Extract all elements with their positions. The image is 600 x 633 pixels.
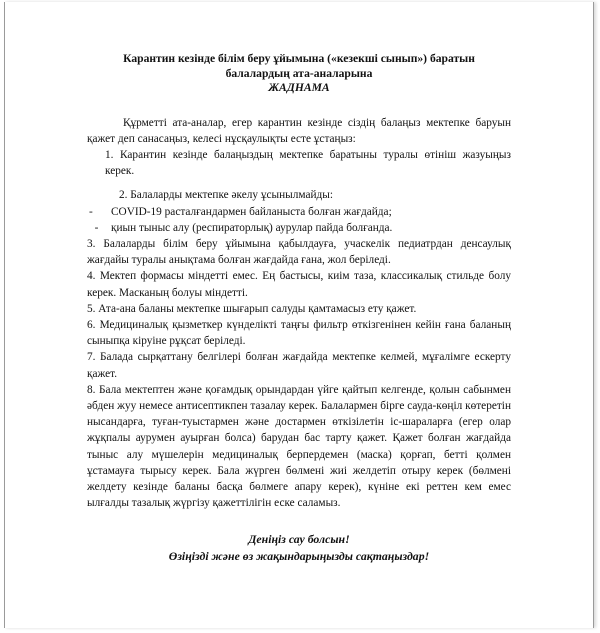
title-memo: ЖАДНАМА [268,81,330,94]
list-item-1: 1. Карантин кезінде балаңыздың мектепке баратыны туралы өтініш жазуыңыз керек. [105,148,511,178]
document-page [87,52,511,565]
list-item-7: 7. Балада сырқаттану белгілері болған жағдайда мектепке келмей, мұғалімге ескерту қажет. [87,351,511,380]
list-item-2: 2. Балаларды мектепке әкелу ұсынылмайды: [119,189,333,202]
closing-line-2: Өзіңізді және өз жақындарыңызды сақтаңыздар! [168,549,430,564]
list-dash-1: - COVID-19 расталғандармен байланыста болған жағдайда; [89,205,392,218]
list-item-5: 5. Ата-ана баланы мектепке шығарып салуды қамтамасыз ету қажет. [87,302,417,315]
intro-paragraph: Құрметті ата-аналар, егер карантин кезінде сіздің балаңыз мектепке баруын қажет деп санасаңыз, келесі нұсқаулықты есте ұстаңыз: [87,116,511,145]
list-item-8: 8. Бала мектептен және қоғамдық орындардан үйге қайтып келгенде, қолын сабынмен әбден жуу немесе антисептикпен тазалау керек. Балалармен бірге сауда-көңіл көтеретін нысандарға, туған-туыстармен және достармен өткізілетін іс-шараларға (егер олар жұқпалы аурумен ауырған болса) барудан бас тарту қажет. Қажет болған жағдайда тыныс алу мүшелерін медициналық берпердемен (маска) қорғап, бетті қолмен ұстамауға тырысу керек. Бала жүрген бөлмені жиі желдетіп отыру керек (бөлмені желдету кезінде баланы басқа бөлмеге апару керек), күніне екі реттен кем емес ылғалды тазалық жүргізу қажеттілігін еске саламыз. [87,383,511,510]
document-title [87,52,511,96]
closing-block [87,531,511,565]
list-dash-2: - қиын тыныс алу (респираторлық) аурулар пайда болғанда. [89,221,393,234]
list-item-6: 6. Медициналық қызметкер күнделікті таңғы фильтр өткізгенінен кейін ғана баланың сыныпқа кіруіне рұқсат беріледі. [87,318,511,348]
closing-line-1: Деніңіз сау болсын! [248,532,350,547]
title-line-1: Карантин кезінде білім беру ұйымына («кезекші сынып») баратын [123,52,475,65]
title-line-2: балалардың ата-аналарына [225,66,373,80]
dash-2-text: қиын тыныс алу (респираторлық) аурулар пайда болғанда. [111,221,393,234]
list-item-3: 3. Балаларды білім беру ұйымына қабылдауға, учаскелік педиатрдан денсаулық жағдайы туралы анықтама болған жағдайда ғана, жол беріледі. [87,237,511,267]
dash-1-text: COVID-19 расталғандармен байланыста болған жағдайда; [111,205,392,218]
list-item-4: 4. Мектеп формасы міндетті емес. Ең бастысы, киім таза, классикалық стильде болу керек. Масканың болуы міндетті. [87,270,511,299]
